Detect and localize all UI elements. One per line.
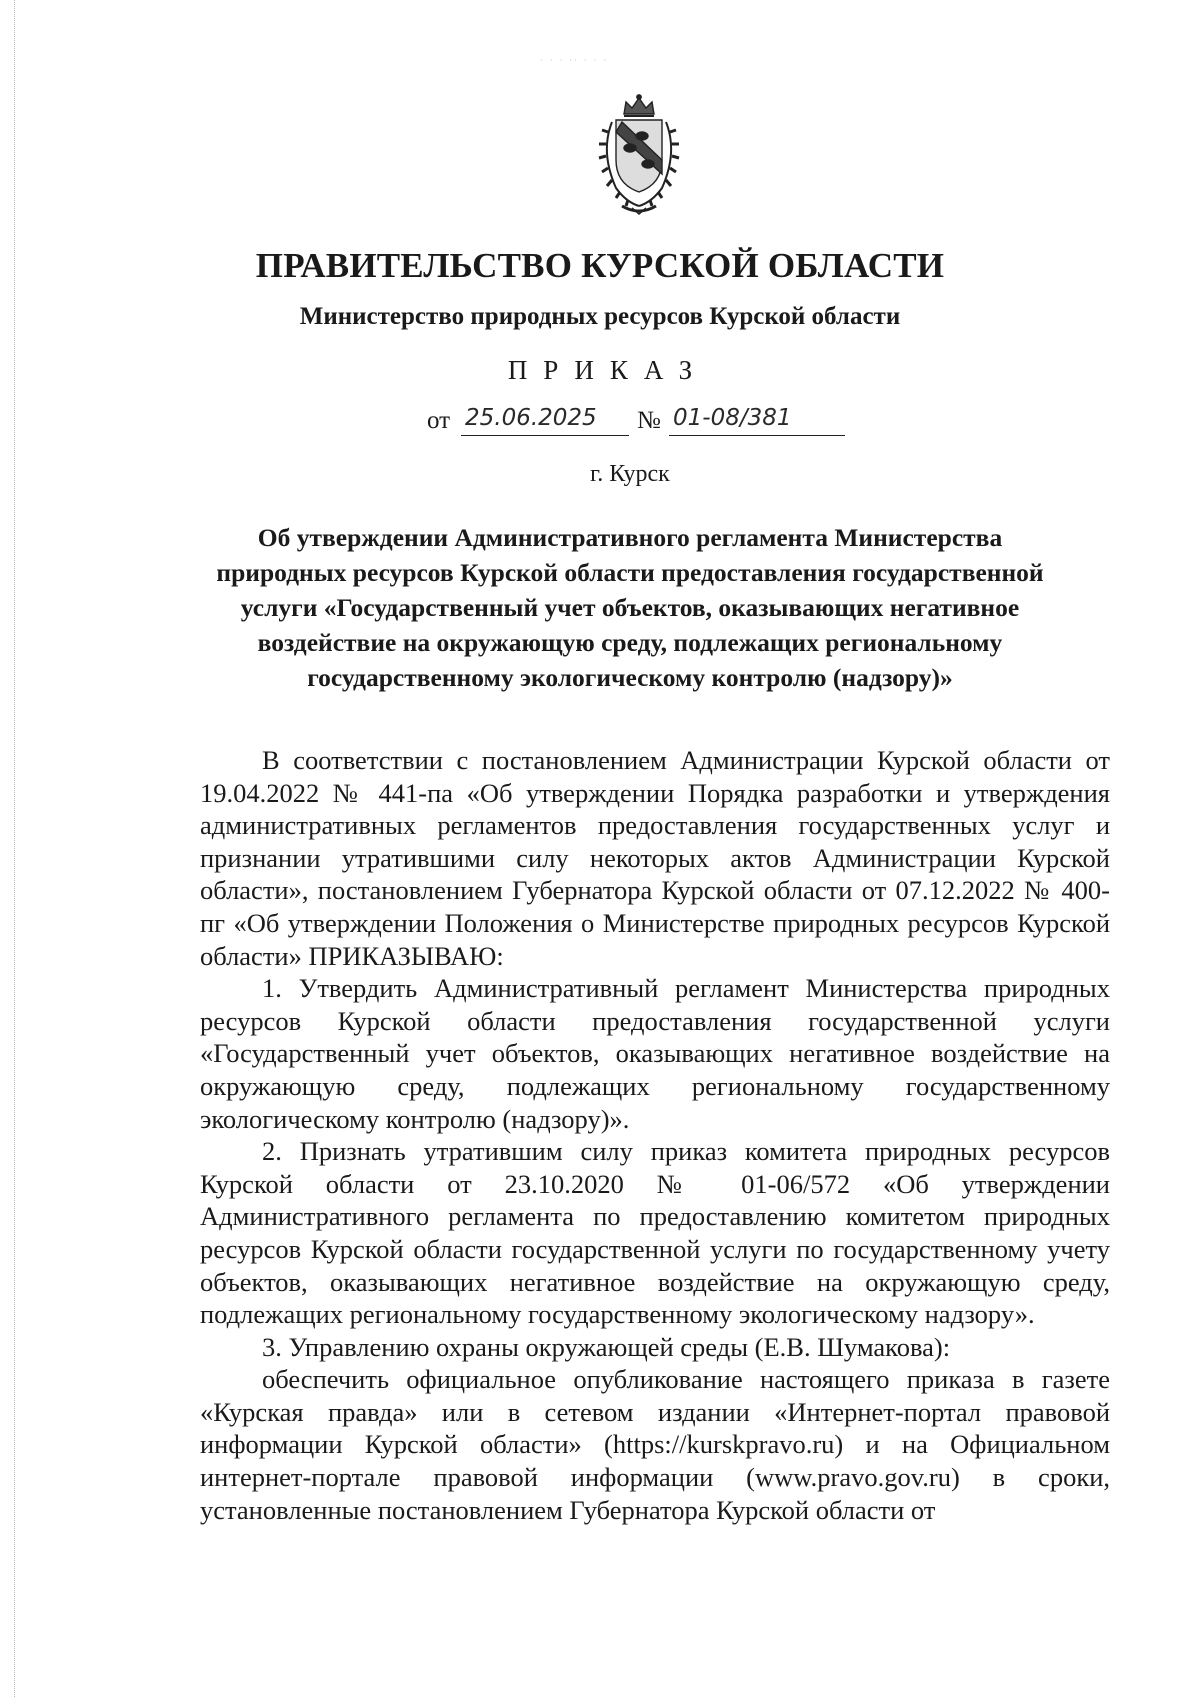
item-3-sub-paragraph: обеспечить официальное опубликование настоящего приказа в газете «Курская правда» или в сетевом издании «Интернет-портал правовой информации Курской области» (https://kurskpravo.ru) и на Официальном интернет-портале правовой информации (www.pravo.gov.ru) в сроки, установленные постановлением Губернатора Курской области от [200, 1364, 1110, 1525]
date-value: 25.06.2025 [465, 405, 597, 431]
order-subject-heading: Об утверждении Административного регламента Министерства природных ресурсов Курской области предоставления государственной услуги «Государственный учет объектов, оказывающих негативное воздействие на окружающую среду, подлежащих региональному государственному экологическому контролю (надзору)» [216, 523, 1044, 692]
city: г. Курск [590, 461, 670, 487]
order-body [200, 744, 1110, 1526]
number-label: № [637, 407, 661, 434]
number-underline [669, 435, 845, 436]
ministry-name: Министерство природных ресурсов Курской области [299, 303, 901, 330]
item-3-paragraph: 3. Управлению охраны окружающей среды (Е.В. Шумакова): [262, 1331, 951, 1362]
scan-noise: · · · ·· · · · [540, 56, 609, 66]
item-2-paragraph: 2. Признать утратившим силу приказ комитета природных ресурсов Курской области от 23.10.2020 № 01-06/572 «Об утверждении Административного регламента по предоставлению комитетом природных ресурсов Курской области государственной услуги по государственному учету объектов, оказывающих негативное воздействие на окружающую среду, подлежащих региональному государственному экологическому надзору». [200, 1136, 1110, 1330]
preamble-paragraph: В соответствии с постановлением Администрации Курской области от 19.04.2022 № 441-па «Об утверждении Порядка разработки и утверждения административных регламентов предоставления государственных услуг и признании утратившими силу некоторых актов Администрации Курской области», постановлением Губернатора Курской области от 07.12.2022 № 400-пг «Об утверждении Положения о Министерстве природных ресурсов Курской области» ПРИКАЗЫВАЮ: [200, 745, 1110, 971]
government-title: ПРАВИТЕЛЬСТВО КУРСКОЙ ОБЛАСТИ [255, 246, 945, 285]
date-underline [461, 435, 629, 436]
item-1-paragraph: 1. Утвердить Административный регламент Министерства природных ресурсов Курской области предоставления государственной услуги «Государственный учет объектов, оказывающих негативное воздействие на окружающую среду, подлежащих региональному государственному экологическому контролю (надзору)». [200, 973, 1110, 1134]
number-value: 01-08/381 [673, 405, 792, 431]
date-label: от [427, 407, 451, 434]
document-type: ПРИКАЗ [507, 355, 709, 385]
kursk-coat-of-arms-icon [582, 92, 696, 218]
